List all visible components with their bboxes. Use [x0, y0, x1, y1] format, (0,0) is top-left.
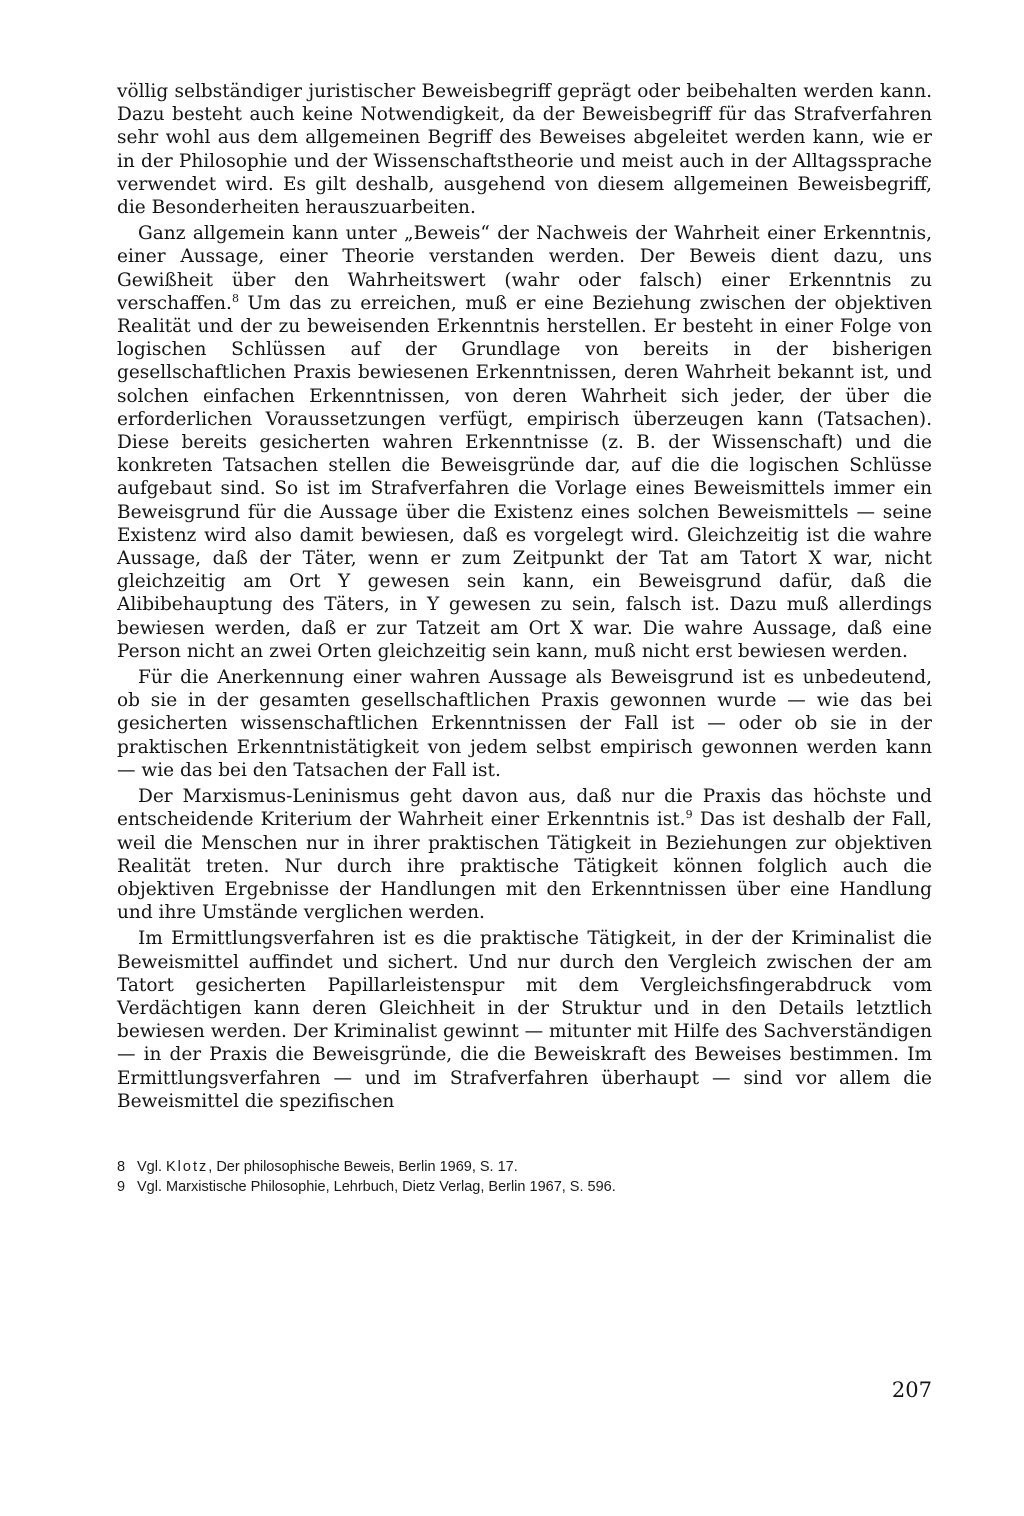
footnote-text [137, 1177, 616, 1197]
footnote-ref-8: 8 [231, 291, 239, 305]
footnote-citation: , Der philosophische Beweis, Berlin 1969, S. 17. [208, 1158, 518, 1175]
paragraph-3: Für die Anerkennung einer wahren Aussage als Beweisgrund ist es unbedeutend, ob sie in der gesamten gesellschaftlichen Praxis gewonnen wurde — wie das bei gesicherten wissenschaftlichen Erkenntnissen der Fall ist — oder ob sie in der praktischen Erkenntnistätigkeit von jedem selbst empirisch gewonnen werden kann — wie das bei den Tatsachen der Fall ist. [117, 667, 932, 781]
paragraph-4-text-b: Das ist deshalb der Fall, weil die Menschen nur in ihrer praktischen Tätigkeit in Beziehungen zur objektiven Realität treten. Nur durch ihre praktische Tätigkeit können folglich auch die objektiven Ergebnisse der Handlungen mit den Erkenntnissen über eine Handlung und ihre Umstände verglichen werden. [117, 809, 932, 924]
footnotes [117, 1157, 932, 1197]
footnote-number: 8 [117, 1158, 126, 1175]
paragraph-2 [117, 222, 932, 663]
page-number: 207 [891, 1378, 932, 1402]
page [117, 80, 932, 1197]
footnote-number: 9 [117, 1178, 126, 1195]
paragraph-5: Im Ermittlungsverfahren ist es die praktische Tätigkeit, in der der Kriminalist die Beweismittel auffindet und sichert. Und nur durch den Vergleich zwischen der am Tatort gesicherten Papillarleistenspur mit dem Vergleichsfingerabdruck vom Verdächtigen kann deren Gleichheit in der Struktur und in den Details letztlich bewiesen werden. Der Kriminalist gewinnt — mitunter mit Hilfe des Sachverständigen — in der Praxis die Beweisgründe, die die Beweiskraft des Beweises bestimmen. Im Ermittlungsverfahren — und im Strafverfahren überhaupt — sind vor allem die Beweismittel die spezifischen [117, 928, 932, 1112]
footnote-citation: Vgl. Marxistische Philosophie, Lehrbuch, Dietz Verlag, Berlin 1967, S. 596. [137, 1178, 616, 1195]
footnote-9 [117, 1177, 932, 1197]
paragraph-4 [117, 785, 932, 924]
paragraph-2-text-b: Um das zu erreichen, muß er eine Beziehung zwischen der objektiven Realität und der zu beweisenden Erkenntnis herstellen. Er besteht in einer Folge von logischen Schlüssen auf der Grundlage von bereits in der bisherigen gesellschaftlichen Praxis bewiesenen Erkenntnissen, deren Wahrheit bekannt ist, und solchen einfachen Erkenntnissen, von deren Wahrheit sich jeder, der über die erforderlichen Voraussetzungen verfügt, empirisch überzeugen kann (Tatsachen). Diese bereits gesicherten wahren Erkenntnisse (z. B. der Wissenschaft) und die konkreten Tatsachen stellen die Beweisgründe dar, auf die die logischen Schlüsse aufgebaut sind. So ist im Strafverfahren die Vorlage eines Beweismittels immer ein Beweisgrund für die Aussage über die Existenz eines solchen Beweismittels — seine Existenz wird also damit bewiesen, daß es vorgelegt wird. Gleichzeitig ist die wahre Aussage, daß der Täter, wenn er zum Zeitpunkt der Tat am Tatort X war, nicht gleichzeitig am Ort Y gewesen sein kann, ein Beweisgrund dafür, daß die Alibibehauptung des Täters, in Y gewesen zu sein, falsch ist. Dazu muß allerdings bewiesen werden, daß er zur Tatzeit am Ort X war. Die wahre Aussage, daß eine Person nicht an zwei Orten gleichzeitig sein kann, muß nicht erst bewiesen werden. [117, 292, 932, 662]
footnote-author: Klotz [166, 1158, 209, 1175]
paragraph-2-text-a: Ganz allgemein kann unter „Beweis“ der Nachweis der Wahrheit einer Erkenntnis, einer Aussage, einer Theorie verstanden werden. Der Beweis dient dazu, uns Gewißheit über den Wahrheitswert (wahr oder falsch) einer Erkenntnis zu verschaffen. [117, 223, 932, 314]
footnote-8 [117, 1157, 932, 1177]
paragraph-4-text-a: Der Marxismus-Leninismus geht davon aus, daß nur die Praxis das höchste und entscheidende Kriterium der Wahrheit einer Erkenntnis ist. [117, 786, 932, 831]
footnote-ref-9: 9 [685, 808, 693, 822]
body-text [117, 80, 932, 1113]
footnote-text [137, 1157, 518, 1177]
footnote-prefix: Vgl. [137, 1158, 167, 1175]
paragraph-1: völlig selbständiger juristischer Beweisbegriff geprägt oder beibehalten werden kann. Dazu besteht auch keine Notwendigkeit, da der Beweisbegriff für das Strafverfahren sehr wohl aus dem allgemeinen Begriff des Beweises abgeleitet werden kann, wie er in der Philosophie und der Wissenschaftstheorie und meist auch in der Alltagssprache verwendet wird. Es gilt deshalb, ausgehend von diesem allgemeinen Beweisbegriff, die Besonderheiten herauszuarbeiten. [117, 81, 932, 219]
